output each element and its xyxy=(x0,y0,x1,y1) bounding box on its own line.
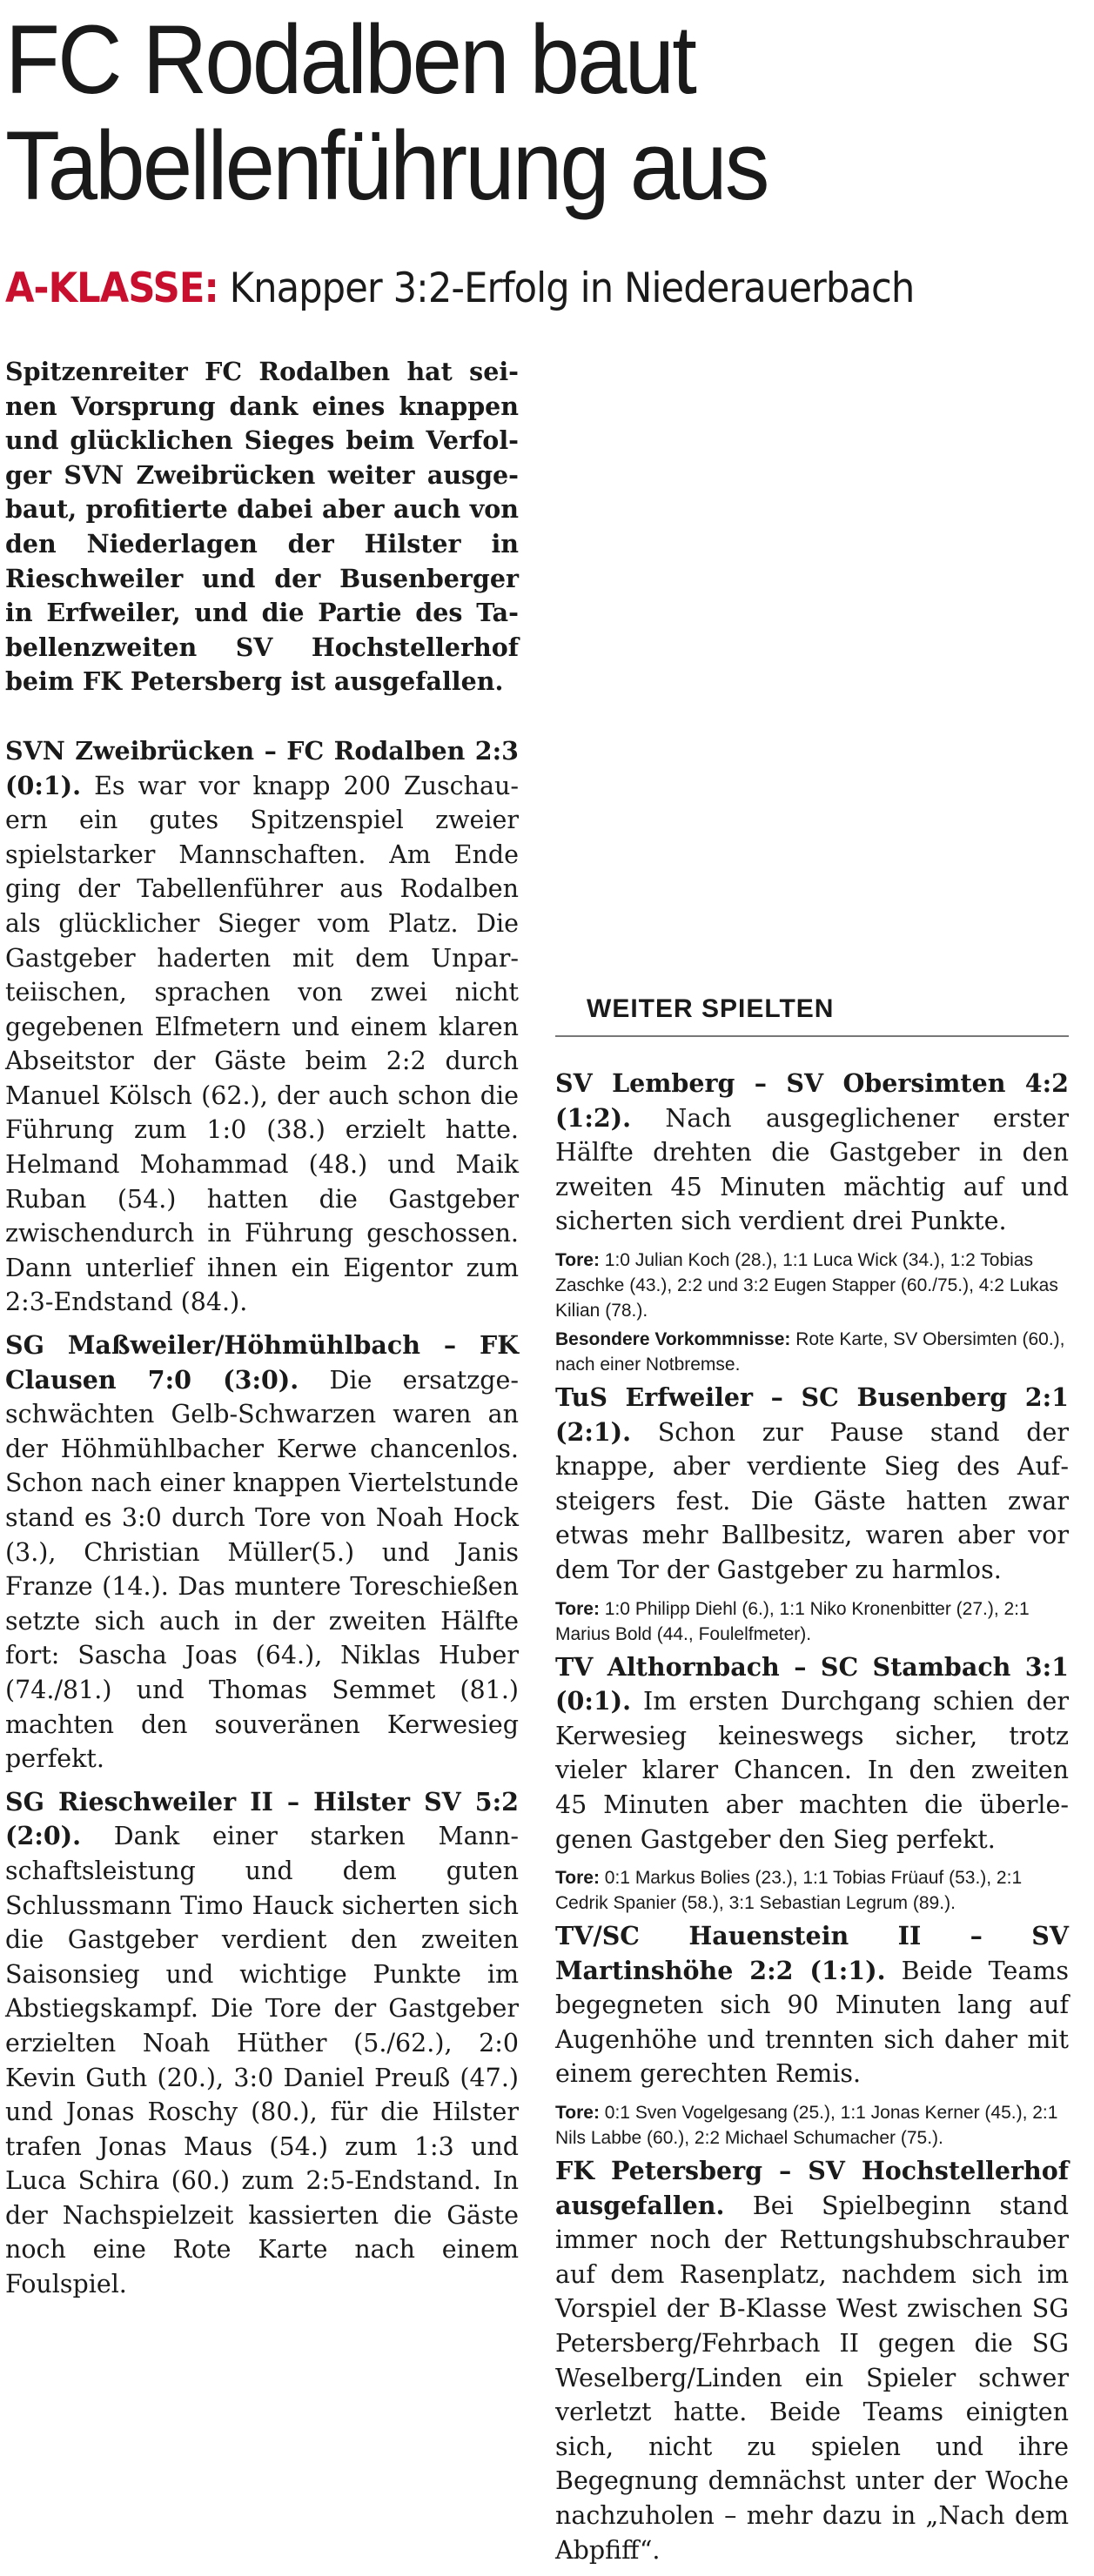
match-report xyxy=(5,734,519,1320)
goals-line xyxy=(555,1596,1069,1647)
match-report xyxy=(5,1328,519,1776)
match-heading: SVN Zweibrücken – FC Rodalben 2:3 (0:1). xyxy=(5,735,519,800)
match-heading: FK Petersberg – SV Hochstellerhof ausgefallen. xyxy=(555,2156,1069,2220)
match-heading: TuS Erfweiler – SC Busenberg 2:1 (2:1). xyxy=(555,1382,1069,1447)
right-column xyxy=(555,355,1069,2576)
subheadline-text: Knapper 3:2-Erfolg in Niederauerbach xyxy=(218,264,915,312)
match-heading: TV/SC Hauenstein II – SV Martinshöhe 2:2 (1:1). xyxy=(555,1921,1069,1985)
match-heading: SV Lemberg – SV Obersimten 4:2 (1:2). xyxy=(555,1068,1069,1133)
incidents-line xyxy=(555,1327,1069,1377)
section-heading: WEITER SPIELTEN xyxy=(555,992,1069,1037)
section-kicker: A-KLASSE: xyxy=(5,264,218,312)
goals-text: 1:0 Philipp Diehl (6.), 1:1 Niko Kronenbitter (27.), 2:1 Marius Bold (44., Foulelfmeter). xyxy=(555,1598,1030,1644)
match-report xyxy=(5,1785,519,2302)
match-text: Nach ausgeglichener erster Hälfte drehten die Gastgeber in den zweiten 45 Minuten mächtig auf und sicherten sich verdient drei Punkte. xyxy=(555,1103,1069,1236)
lead-paragraph: Spitzenreiter FC Rodalben hat seinen Vorsprung dank eines knappen und glücklichen Sieges beim Verfolger SVN Zweibrücken weiter ausgebaut, profitierte dabei aber auch von den Niederlagen der Hilster in Rieschweiler und der Busenberger in Erfweiler, und die Partie des Tabellenzweiten SV Hochstellerhof beim FK Petersberg ist ausgefallen. xyxy=(5,357,519,697)
goals-label: Tore: xyxy=(555,1868,600,1889)
goals-text: 0:1 Markus Bolies (23.), 1:1 Tobias Früauf (53.), 2:1 Cedrik Spanier (58.), 3:1 Sebastian Legrum (89.). xyxy=(555,1868,1023,1914)
goals-label: Tore: xyxy=(555,2103,600,2124)
goals-text: 0:1 Sven Vogelgesang (25.), 1:1 Jonas Kerner (45.), 2:1 Nils Labbe (60.), 2:2 Michael Schumacher (75.). xyxy=(555,2103,1058,2149)
match-text: Die ersatzgeschwächten Gelb-Schwarzen waren an der Höhmühlbacher Kerwe chancenlos. Schon nach einer knappen Viertelstunde stand es 3:0 durch Tore von Noah Hock (3.), Christian Müller(5.) und Janis Franze (14.). Das muntere Toreschießen setzte sich auch in der zweiten Hälfte fort: Sascha Joas (64.), Niklas Huber (74./81.) und Thomas Semmet (81.) machten den souveränen Kerwesieg perfekt. xyxy=(5,1365,519,1774)
match-report xyxy=(555,1919,1069,2091)
incidents-text: Rote Karte, SV Obersimten (60.), nach einer Notbremse. xyxy=(555,1328,1065,1375)
match-text: Bei Spielbeginn stand immer noch der Rettungshubschrauber auf dem Rasenplatz, nachdem sich im Vorspiel der B-Klasse West zwischen SG Petersberg/Fehrbach II gegen die SG Weselberg/Linden ein Spieler schwer verletzt hatte. Beide Teams einigten sich, nicht zu spielen und ihre Begegnung demnächst unter der Woche nachzuholen – mehr dazu in „Nach dem Abpfiff“. xyxy=(555,2191,1069,2565)
continued-text-space xyxy=(555,355,1069,974)
match-report xyxy=(555,1067,1069,1239)
left-column xyxy=(5,355,519,2311)
match-heading: TV Althornbach – SC Stambach 3:1 (0:1). xyxy=(555,1651,1069,1716)
match-heading: SG Rieschweiler II – Hilster SV 5:2 (2:0). xyxy=(5,1786,519,1851)
goals-label: Tore: xyxy=(555,1598,600,1619)
match-heading: SG Maßweiler/Höhmühlbach – FK Clausen 7:0 (3:0). xyxy=(5,1330,519,1395)
match-text: Beide Teams begegneten sich 90 Minuten lang auf Augenhöhe und trennten sich daher mit einem gerechten Remis. xyxy=(555,1956,1069,2089)
match-report xyxy=(555,1650,1069,1857)
match-text: Im ersten Durchgang schien der Kerwesieg keineswegs sicher, trotz vieler klarer Chancen. In den zweiten 45 Minuten aber machten die überlegenen Gastgeber den Sieg perfekt. xyxy=(555,1687,1069,1854)
goals-label: Tore: xyxy=(555,1249,600,1270)
incidents-label: Besondere Vorkommnisse: xyxy=(555,1328,791,1349)
match-text: Dank einer starken Mannschaftsleistung und dem guten Schlussmann Timo Hauck sicherten sich die Gastgeber verdient den zweiten Saisonsieg und wichtige Punkte im Abstiegskampf. Die Tore der Gastgeber erzielten Noah Hüther (5./62.), 2:0 Kevin Guth (20.), 3:0 Daniel Preuß (47.) und Jonas Roschy (80.), für die Hilster trafen Jonas Maus (54.) zum 1:3 und Luca Schira (60.) zum 2:5-Endstand. In der Nachspielzeit kassierten die Gäste noch eine Rote Karte nach einem Foulspiel. xyxy=(5,1822,519,2299)
match-report xyxy=(555,1381,1069,1588)
match-report xyxy=(555,2154,1069,2567)
goals-text: 1:0 Julian Koch (28.), 1:1 Luca Wick (34.), 1:2 Tobias Zaschke (43.), 2:2 und 3:2 Eugen Stapper (60./75.), 4:2 Lukas Kilian (78.). xyxy=(555,1249,1058,1321)
match-text: Schon zur Pause stand der knappe, aber verdiente Sieg des Aufsteigers fest. Die Gäste hatten zwar etwas mehr Ballbesitz, waren aber vor dem Tor der Gastgeber zu harmlos. xyxy=(555,1417,1069,1584)
goals-line xyxy=(555,2100,1069,2151)
headline: FC Rodalben baut Tabellenführung aus xyxy=(5,5,768,220)
goals-line xyxy=(555,1248,1069,1323)
goals-line xyxy=(555,1865,1069,1916)
match-text: Es war vor knapp 200 Zuschauern ein gutes Spitzenspiel zweier spielstarker Mannschaften. Am Ende ging der Tabellenführer aus Rodalben als glücklicher Sieger vom Platz. Die Gastgeber haderten mit dem Unparteiischen, sprachen von zwei nicht gegebenen Elfmetern und einem klaren Abseitstor der Gäste beim 2:2 durch Manuel Kölsch (62.), der auch schon die Führung zum 1:0 (38.) erzielt hatte. Helmand Mohammad (48.) und Maik Ruban (54.) hatten die Gastgeber zwischendurch in Führung geschossen. Dann unterlief ihnen ein Eigentor zum 2:3-Endstand (84.). xyxy=(5,771,519,1317)
subheadline xyxy=(5,263,998,315)
